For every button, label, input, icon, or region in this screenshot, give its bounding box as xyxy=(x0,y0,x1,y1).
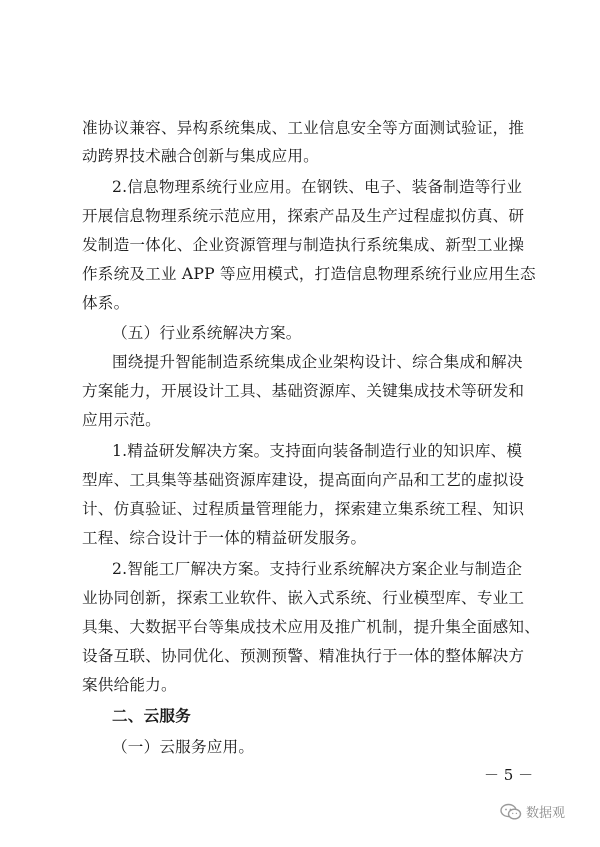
paragraph-line: 准协议兼容、异构系统集成、工业信息安全等方面测试验证，推 xyxy=(82,119,525,137)
paragraph-line: 围绕提升智能制造系统集成企业架构设计、综合集成和解决 xyxy=(112,353,523,371)
paragraph-line: 型库、工具集等基础资源库建设，提高面向产品和工艺的虚拟设 xyxy=(82,471,525,489)
watermark xyxy=(500,802,565,821)
section-heading: （一）云服务应用。 xyxy=(112,738,255,756)
paragraph-line: 动跨界技术融合创新与集成应用。 xyxy=(82,147,319,165)
chapter-heading: 二、云服务 xyxy=(112,707,191,725)
paragraph-line: 设备互联、协同优化、预测预警、精准执行于一体的整体解决方 xyxy=(82,647,525,665)
paragraph-line: 开展信息物理系统示范应用，探索产品及生产过程虚拟仿真、研 xyxy=(82,207,525,225)
page-number: － 5 － xyxy=(484,766,534,784)
paragraph-line: 2.信息物理系统行业应用。在钢铁、电子、装备制造等行业 xyxy=(112,178,523,196)
paragraph-line: 方案能力，开展设计工具、基础资源库、关键集成技术等研发和 xyxy=(82,382,525,400)
paragraph-line: 2.智能工厂解决方案。支持行业系统解决方案企业与制造企 xyxy=(112,560,523,578)
paragraph-line: 具集、大数据平台等集成技术应用及推广机制，提升集全面感知、 xyxy=(82,618,541,636)
watermark-text: 数据观 xyxy=(526,806,566,821)
paragraph-line: 工程、综合设计于一体的精益研发服务。 xyxy=(82,529,367,547)
paragraph-line: 应用示范。 xyxy=(82,411,161,429)
paragraph-line: 体系。 xyxy=(82,294,130,312)
paragraph-line: 案供给能力。 xyxy=(82,676,177,694)
paragraph-line: 1.精益研发解决方案。支持面向装备制造行业的知识库、模 xyxy=(112,442,523,460)
paragraph-line: 计、仿真验证、过程质量管理能力，探索建立集系统工程、知识 xyxy=(82,500,525,518)
wechat-icon xyxy=(500,803,522,821)
section-heading: （五）行业系统解决方案。 xyxy=(112,324,302,342)
paragraph-line: 业协同创新，探索工业软件、嵌入式系统、行业模型库、专业工 xyxy=(82,589,525,607)
paragraph-line: 发制造一体化、企业资源管理与制造执行系统集成、新型工业操 xyxy=(82,236,525,254)
paragraph-line: 作系统及工业 APP 等应用模式，打造信息物理系统行业应用生态 xyxy=(82,265,536,283)
